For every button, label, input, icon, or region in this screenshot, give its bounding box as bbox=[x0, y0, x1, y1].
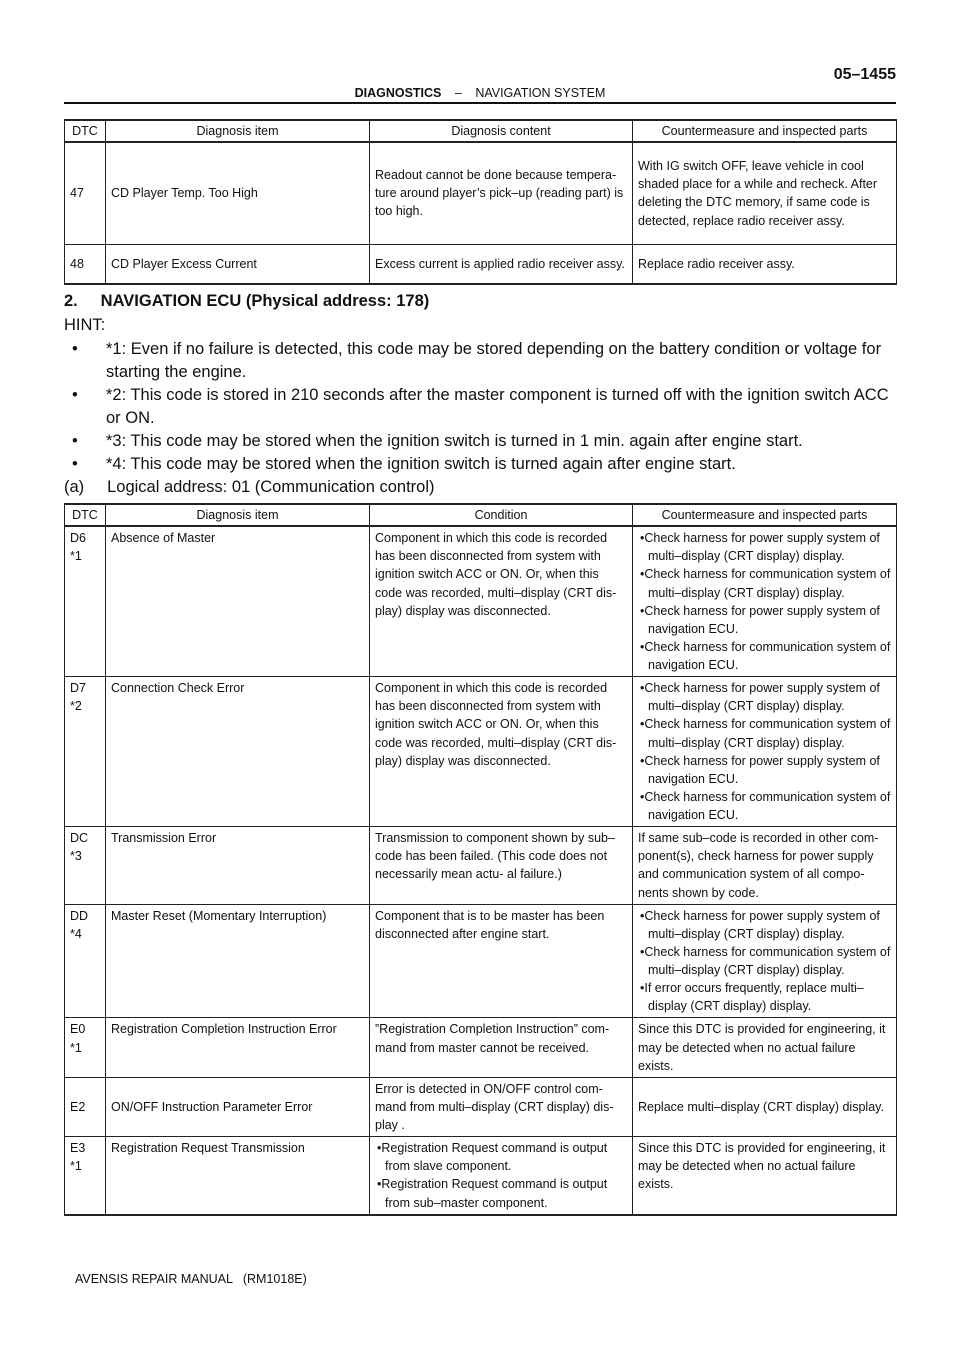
diagnosis-content: Excess current is applied radio receiver assy. bbox=[370, 244, 633, 284]
table-header-row bbox=[65, 120, 897, 142]
header-subsection: NAVIGATION SYSTEM bbox=[475, 86, 606, 100]
dtc-code-value: E3 bbox=[70, 1141, 86, 1156]
diagnosis-item: Connection Check Error bbox=[106, 677, 370, 827]
table-row bbox=[65, 1018, 897, 1077]
hint-text: *4: This code may be stored when the ignition switch is turned again after engine start. bbox=[106, 455, 736, 473]
list-item: • Check harness for power supply system of navigation ECU. bbox=[638, 752, 891, 788]
countermeasure: Since this DTC is provided for engineering, it may be detected when no actual failure exists. bbox=[633, 1018, 897, 1077]
hint-text: *3: This code may be stored when the ignition switch is turned in 1 min. again after engine start. bbox=[106, 432, 803, 450]
hint-text: *2: This code is stored in 210 seconds after the master component is turned off with the ignition switch ACC or ON. bbox=[106, 386, 889, 427]
dtc-footnote: *1 bbox=[70, 1040, 82, 1055]
condition: Error is detected in ON/OFF control com- mand from multi–display (CRT display) dis- play . bbox=[370, 1077, 633, 1136]
diagnosis-item: CD Player Temp. Too High bbox=[106, 142, 370, 244]
list-item: • Registration Request command is output from slave component. bbox=[375, 1139, 627, 1175]
dtc-code bbox=[65, 526, 106, 677]
countermeasure: Replace radio receiver assy. bbox=[633, 244, 897, 284]
dtc-footnote: *3 bbox=[70, 849, 82, 864]
header-rule bbox=[64, 102, 896, 104]
list-item: • Check harness for power supply system of navigation ECU. bbox=[638, 602, 891, 638]
list-item bbox=[64, 453, 900, 476]
condition bbox=[370, 1137, 633, 1215]
dtc-code bbox=[65, 1018, 106, 1077]
col-header-content: Diagnosis content bbox=[370, 120, 633, 142]
condition: ”Registration Completion Instruction” com- mand from master cannot be received. bbox=[370, 1018, 633, 1077]
dtc-code-value: D7 bbox=[70, 681, 86, 696]
diagnosis-item: Transmission Error bbox=[106, 827, 370, 905]
list-item: • If error occurs frequently, replace multi– display (CRT display) display. bbox=[638, 979, 891, 1015]
list-item bbox=[64, 430, 900, 453]
bullet-icon: • bbox=[72, 340, 78, 358]
list-item: • Check harness for power supply system of multi–display (CRT display) display. bbox=[638, 907, 891, 943]
dtc-code-value: D6 bbox=[70, 531, 86, 546]
diagnosis-item: Registration Request Transmission bbox=[106, 1137, 370, 1215]
table-row bbox=[65, 1077, 897, 1136]
dtc-code bbox=[65, 1137, 106, 1215]
table-row bbox=[65, 677, 897, 827]
list-item bbox=[64, 384, 900, 430]
section-title: 2. NAVIGATION ECU (Physical address: 178) bbox=[64, 292, 430, 310]
table-row bbox=[65, 904, 897, 1018]
bullet-icon: • bbox=[72, 455, 78, 473]
bullet-icon: • bbox=[72, 432, 78, 450]
dtc-code-value: E2 bbox=[70, 1099, 86, 1114]
header-title bbox=[64, 86, 896, 100]
list-item: • Check harness for communication system of navigation ECU. bbox=[638, 788, 891, 824]
list-item bbox=[64, 338, 900, 384]
hint-text: *1: Even if no failure is detected, this code may be stored depending on the battery condition or voltage for starting the engine. bbox=[106, 340, 882, 381]
dtc-table-navigation bbox=[64, 503, 897, 1216]
dtc-code-value: E0 bbox=[70, 1022, 86, 1037]
page-number: 05–1455 bbox=[833, 66, 896, 83]
bullet-icon: • bbox=[72, 386, 78, 404]
table-row bbox=[65, 526, 897, 677]
countermeasure bbox=[633, 904, 897, 1018]
header-dash: – bbox=[454, 86, 462, 100]
dtc-code bbox=[65, 904, 106, 1018]
table-header-row bbox=[65, 504, 897, 526]
condition: Component in which this code is recorded has been disconnected from system with ignition switch ACC or ON. Or, when this code was recorded, multi–display (CRT dis- play) display was disconnected. bbox=[370, 677, 633, 827]
col-header-condition: Condition bbox=[370, 504, 633, 526]
diagnosis-item: Registration Completion Instruction Error bbox=[106, 1018, 370, 1077]
countermeasure: If same sub–code is recorded in other com- ponent(s), check harness for power supply and communication system of all compo- nents shown by code. bbox=[633, 827, 897, 905]
hint-label: HINT: bbox=[64, 316, 106, 334]
list-item: • Check harness for communication system of multi–display (CRT display) display. bbox=[638, 943, 891, 979]
condition: Component in which this code is recorded has been disconnected from system with ignition switch ACC or ON. Or, when this code was recorded, multi–display (CRT dis- play) display was disconnected. bbox=[370, 526, 633, 677]
list-item: • Check harness for communication system of navigation ECU. bbox=[638, 638, 891, 674]
dtc-code: 48 bbox=[65, 244, 106, 284]
countermeasure bbox=[633, 677, 897, 827]
table-row bbox=[65, 827, 897, 905]
col-header-dtc: DTC bbox=[65, 120, 106, 142]
dtc-code-value: DD bbox=[70, 908, 89, 923]
page-footer: AVENSIS REPAIR MANUAL (RM1018E) bbox=[75, 1272, 307, 1286]
diagnosis-item: Master Reset (Momentary Interruption) bbox=[106, 904, 370, 1018]
dtc-table-radio bbox=[64, 119, 897, 285]
dtc-code bbox=[65, 827, 106, 905]
diagnosis-item: Absence of Master bbox=[106, 526, 370, 677]
col-header-item: Diagnosis item bbox=[106, 504, 370, 526]
dtc-code-value: DC bbox=[70, 831, 89, 846]
col-header-countermeasure: Countermeasure and inspected parts bbox=[633, 504, 897, 526]
countermeasure: With IG switch OFF, leave vehicle in cool shaded place for a while and recheck. After deleting the DTC memory, if same code is detected, replace radio receiver assy. bbox=[633, 142, 897, 244]
col-header-item: Diagnosis item bbox=[106, 120, 370, 142]
countermeasure: Since this DTC is provided for engineering, it may be detected when no actual failure exists. bbox=[633, 1137, 897, 1215]
table-row bbox=[65, 1137, 897, 1215]
condition: Transmission to component shown by sub– code has been failed. (This code does not necessarily mean actu- al failure.) bbox=[370, 827, 633, 905]
header-section: DIAGNOSTICS bbox=[354, 86, 442, 100]
page-header bbox=[64, 66, 896, 102]
dtc-footnote: *2 bbox=[70, 699, 82, 714]
dtc-code bbox=[65, 677, 106, 827]
table-row bbox=[65, 244, 897, 284]
list-item: • Registration Request command is output from sub–master component. bbox=[375, 1175, 627, 1211]
dtc-footnote: *1 bbox=[70, 1159, 82, 1174]
list-item: • Check harness for power supply system of multi–display (CRT display) display. bbox=[638, 529, 891, 565]
list-item: • Check harness for power supply system of multi–display (CRT display) display. bbox=[638, 679, 891, 715]
countermeasure: Replace multi–display (CRT display) display. bbox=[633, 1077, 897, 1136]
dtc-footnote: *1 bbox=[70, 549, 82, 564]
countermeasure bbox=[633, 526, 897, 677]
dtc-footnote: *4 bbox=[70, 926, 82, 941]
list-item: • Check harness for communication system of multi–display (CRT display) display. bbox=[638, 715, 891, 751]
subsection-title: (a) Logical address: 01 (Communication control) bbox=[64, 478, 435, 496]
hint-list bbox=[64, 338, 900, 476]
diagnosis-content: Readout cannot be done because tempera- ture around player’s pick–up (reading part) is too high. bbox=[370, 142, 633, 244]
col-header-countermeasure: Countermeasure and inspected parts bbox=[633, 120, 897, 142]
condition: Component that is to be master has been disconnected after engine start. bbox=[370, 904, 633, 1018]
dtc-code bbox=[65, 1077, 106, 1136]
diagnosis-item: CD Player Excess Current bbox=[106, 244, 370, 284]
col-header-dtc: DTC bbox=[65, 504, 106, 526]
table-row bbox=[65, 142, 897, 244]
dtc-code: 47 bbox=[65, 142, 106, 244]
diagnosis-item: ON/OFF Instruction Parameter Error bbox=[106, 1077, 370, 1136]
list-item: • Check harness for communication system of multi–display (CRT display) display. bbox=[638, 565, 891, 601]
